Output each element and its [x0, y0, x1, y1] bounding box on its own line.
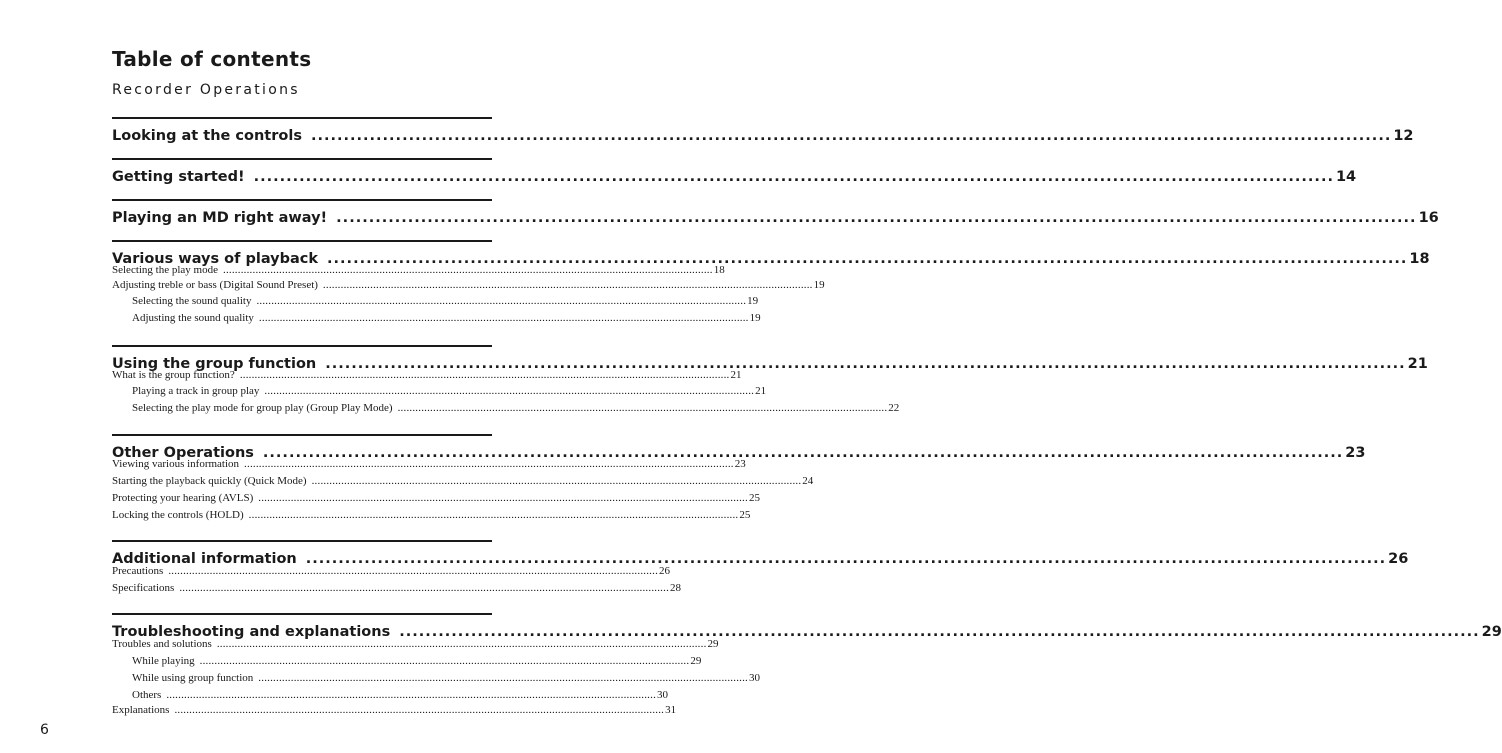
toc-subentry[interactable]: [132, 312, 761, 327]
toc-entry[interactable]: [112, 509, 751, 524]
entry-title: Precautions: [112, 565, 164, 577]
dot-leader: ......................................................................................................................................................................: [327, 251, 1408, 267]
dot-leader: ......................................................................................................................................................................: [336, 210, 1417, 226]
section-title: Getting started!: [112, 169, 245, 185]
section-rule: [112, 117, 492, 119]
entry-title: Selecting the sound quality: [132, 295, 252, 307]
entry-page-number: 29: [707, 638, 719, 650]
entry-page-number: 19: [747, 295, 759, 307]
dot-leader: ......................................................................................................................................................................: [244, 458, 734, 470]
section-page-number: 29: [1481, 624, 1502, 640]
dot-leader: ......................................................................................................................................................................: [166, 689, 657, 701]
dot-leader: ......................................................................................................................................................................: [256, 295, 747, 307]
toc-subentry[interactable]: [132, 385, 767, 400]
dot-leader: ......................................................................................................................................................................: [264, 385, 755, 397]
entry-title: Selecting the play mode for group play (Group Play Mode): [132, 402, 393, 414]
toc-section-heading[interactable]: [112, 128, 1414, 148]
section-rule: [112, 345, 492, 347]
entry-title: Selecting the play mode: [112, 264, 218, 276]
entry-page-number: 18: [713, 264, 725, 276]
entry-page-number: 22: [888, 402, 900, 414]
toc-entry[interactable]: [112, 582, 682, 597]
section-rule: [112, 199, 492, 201]
section-page-number: 23: [1345, 445, 1366, 461]
section-title: Using the group function: [112, 356, 317, 372]
toc-subentry[interactable]: [132, 672, 760, 687]
section-rule: [112, 613, 492, 615]
entry-page-number: 30: [749, 672, 760, 684]
entry-page-number: 21: [755, 385, 767, 397]
entry-title: Adjusting treble or bass (Digital Sound Preset): [112, 279, 318, 291]
entry-page-number: 29: [690, 655, 702, 667]
dot-leader: ......................................................................................................................................................................: [311, 475, 802, 487]
entry-title: While using group function: [132, 672, 254, 684]
toc-entry[interactable]: [112, 369, 742, 384]
dot-leader: ......................................................................................................................................................................: [258, 492, 748, 504]
toc-entry[interactable]: [112, 264, 725, 279]
section-rule: [112, 240, 492, 242]
toc-subentry[interactable]: [132, 402, 900, 417]
entry-page-number: 30: [657, 689, 669, 701]
entry-page-number: 25: [739, 509, 751, 521]
dot-leader: ......................................................................................................................................................................: [223, 264, 713, 276]
entry-page-number: 25: [748, 492, 760, 504]
dot-leader: ......................................................................................................................................................................: [253, 169, 1334, 185]
page-number: 6: [40, 722, 49, 738]
dot-leader: ......................................................................................................................................................................: [258, 312, 749, 324]
dot-leader: ......................................................................................................................................................................: [239, 369, 730, 381]
entry-page-number: 19: [813, 279, 825, 291]
section-title: Other Operations: [112, 445, 254, 461]
section-page-number: 26: [1388, 551, 1409, 567]
dot-leader: ......................................................................................................................................................................: [199, 655, 690, 667]
section-page-number: 16: [1418, 210, 1439, 226]
toc-subentry[interactable]: [132, 655, 702, 670]
section-page-number: 12: [1393, 128, 1414, 144]
toc-entry[interactable]: [112, 475, 814, 490]
dot-leader: ......................................................................................................................................................................: [248, 509, 739, 521]
section-page-number: 14: [1335, 169, 1357, 185]
toc-subentry[interactable]: [132, 295, 759, 310]
toc-entry[interactable]: [112, 458, 746, 473]
toc-section-heading[interactable]: [112, 210, 1439, 230]
dot-leader: ......................................................................................................................................................................: [258, 672, 748, 684]
page-title: Table of contents: [112, 47, 312, 71]
entry-title: Others: [132, 689, 162, 701]
dot-leader: ......................................................................................................................................................................: [397, 402, 888, 414]
entry-page-number: 21: [730, 369, 742, 381]
page-subtitle: Recorder Operations: [112, 82, 300, 98]
entry-title: Explanations: [112, 704, 170, 716]
toc-entry[interactable]: [112, 704, 677, 719]
dot-leader: ......................................................................................................................................................................: [399, 624, 1480, 640]
section-title: Looking at the controls: [112, 128, 302, 144]
entry-title: What is the group function?: [112, 369, 235, 381]
section-rule: [112, 158, 492, 160]
section-title: Troubleshooting and explanations: [112, 624, 391, 640]
section-page-number: 21: [1407, 356, 1428, 372]
dot-leader: ......................................................................................................................................................................: [305, 551, 1387, 567]
section-rule: [112, 540, 492, 542]
section-title: Various ways of playback: [112, 251, 319, 267]
section-page-number: 18: [1409, 251, 1430, 267]
entry-title: Adjusting the sound quality: [132, 312, 254, 324]
dot-leader: ......................................................................................................................................................................: [216, 638, 707, 650]
entry-page-number: 23: [734, 458, 746, 470]
entry-title: Viewing various information: [112, 458, 240, 470]
toc-subentry[interactable]: [132, 689, 669, 704]
toc-entry[interactable]: [112, 492, 760, 507]
entry-page-number: 28: [670, 582, 682, 594]
section-rule: [112, 434, 492, 436]
toc-entry[interactable]: [112, 638, 719, 653]
entry-title: Playing a track in group play: [132, 385, 260, 397]
toc-entry[interactable]: [112, 279, 825, 294]
entry-title: Troubles and solutions: [112, 638, 212, 650]
entry-title: While playing: [132, 655, 195, 667]
section-title: Additional information: [112, 551, 297, 567]
entry-title: Specifications: [112, 582, 175, 594]
toc-section-heading[interactable]: [112, 169, 1357, 189]
dot-leader: ......................................................................................................................................................................: [325, 356, 1406, 372]
section-title: Playing an MD right away!: [112, 210, 328, 226]
entry-title: Locking the controls (HOLD): [112, 509, 244, 521]
entry-title: Starting the playback quickly (Quick Mode): [112, 475, 307, 487]
entry-page-number: 19: [749, 312, 761, 324]
entry-page-number: 31: [665, 704, 677, 716]
dot-leader: ......................................................................................................................................................................: [262, 445, 1344, 461]
dot-leader: ......................................................................................................................................................................: [322, 279, 813, 291]
dot-leader: ......................................................................................................................................................................: [174, 704, 665, 716]
dot-leader: ......................................................................................................................................................................: [310, 128, 1392, 144]
entry-page-number: 24: [802, 475, 814, 487]
dot-leader: ......................................................................................................................................................................: [168, 565, 659, 577]
entry-page-number: 26: [659, 565, 671, 577]
toc-entry[interactable]: [112, 565, 671, 580]
entry-title: Protecting your hearing (AVLS): [112, 492, 254, 504]
dot-leader: ......................................................................................................................................................................: [179, 582, 670, 594]
